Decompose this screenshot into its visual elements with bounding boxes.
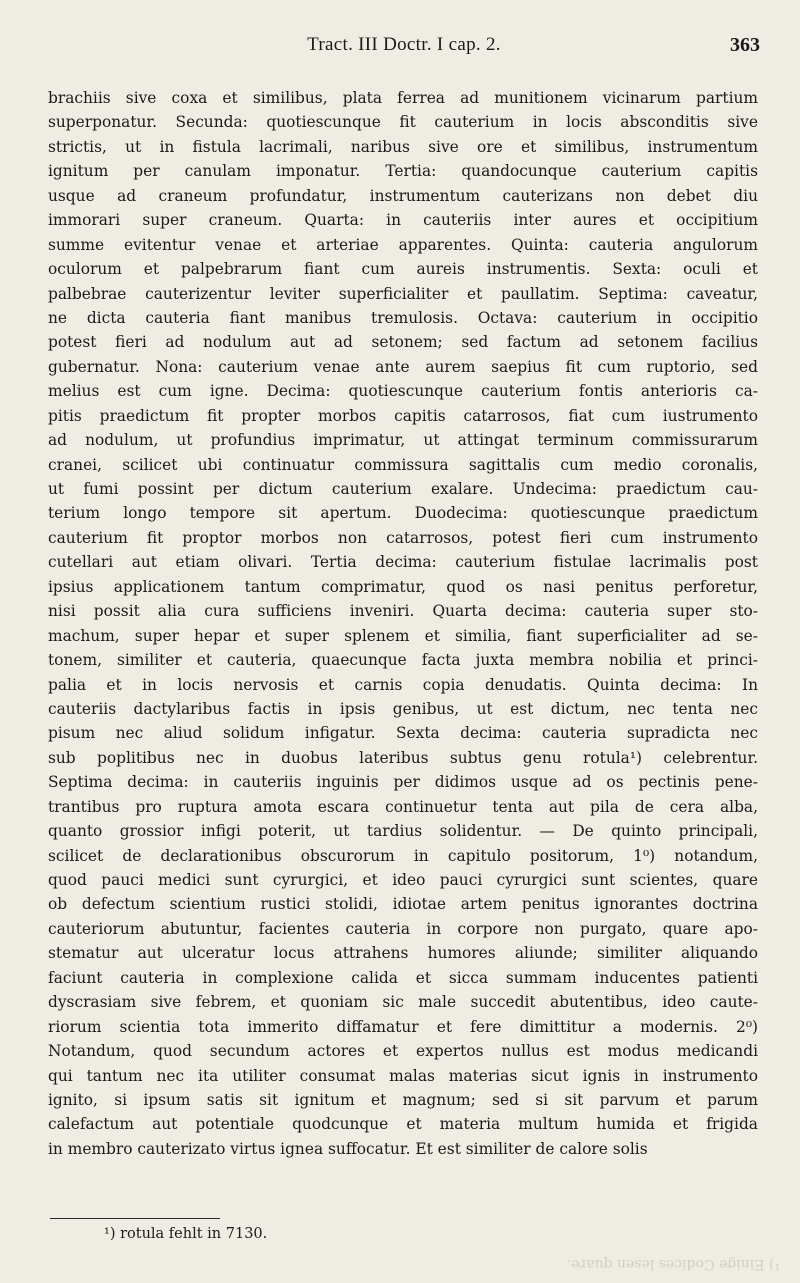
text-line: in membro cauterizato virtus ignea suffocatur. Et est similiter de calore solis [48, 1139, 648, 1158]
text-line: riorum scientia tota immerito diffamatur et fere dimittitur a modernis. 2⁰) [48, 1017, 758, 1036]
text-line: calefactum aut potentiale quodcunque et materia multum humida et frigida [48, 1115, 758, 1134]
bleed-through-text: ¹) Einige Codices lesen quare. [566, 1256, 780, 1272]
running-head [48, 34, 760, 62]
text-line: nisi possit alia cura sufficiens inveniri. Quarta decima: cauteria super sto- [48, 602, 758, 621]
text-line: cauterium fit proptor morbos non catarrosos, potest fieri cum instrumento [48, 528, 758, 547]
text-line: immorari super craneum. Quarta: in cauteriis inter aures et occipitium [48, 211, 758, 230]
text-line: palia et in locis nervosis et carnis copia denudatis. Quinta decima: In [48, 675, 758, 694]
text-line: Septima decima: in cauteriis inguinis per didimos usque ad os pectinis pene- [48, 773, 758, 792]
text-line: cutellari aut etiam olivari. Tertia decima: cauterium fistulae lacrimalis post [48, 553, 758, 572]
text-line: palbebrae cauterizentur leviter superficialiter et paullatim. Septima: caveatur, [48, 284, 758, 303]
text-line: ad nodulum, ut profundius imprimatur, ut attingat terminum commissurarum [48, 431, 758, 450]
text-line: Notandum, quod secundum actores et expertos nullus est modus medicandi [48, 1042, 758, 1061]
text-line: ne dicta cauteria fiant manibus tremulosis. Octava: cauterium in occipitio [48, 308, 758, 327]
text-line: tonem, similiter et cauteria, quaecunque facta juxta membra nobilia et princi- [48, 651, 758, 670]
text-line: qui tantum nec ita utiliter consumat malas materias sicut ignis in instrumento [48, 1066, 758, 1085]
body-text [48, 86, 758, 1161]
text-line: cauteriorum abutuntur, facientes cauteria in corpore non purgato, quare apo- [48, 919, 758, 938]
text-line: sub poplitibus nec in duobus lateribus subtus genu rotula¹) celebrentur. [48, 748, 758, 767]
text-line: dyscrasiam sive febrem, et quoniam sic male succedit abutentibus, ideo caute- [48, 993, 758, 1012]
footnote: ¹) rotula fehlt in 7130. [104, 1226, 268, 1242]
footnote-rule [50, 1218, 220, 1219]
text-line: ipsius applicationem tantum comprimatur, quod os nasi penitus perforetur, [48, 577, 758, 596]
text-line: scilicet de declarationibus obscurorum in capitulo positorum, 1⁰) notandum, [48, 846, 758, 865]
text-line: potest fieri ad nodulum aut ad setonem; sed factum ad setonem facilius [48, 333, 758, 352]
text-line: strictis, ut in fistula lacrimali, naribus sive ore et similibus, instrumentum [48, 137, 758, 156]
text-line: cranei, scilicet ubi continuatur commissura sagittalis cum medio coronalis, [48, 455, 758, 474]
text-line: pisum nec aliud solidum infigatur. Sexta decima: cauteria supradicta nec [48, 724, 758, 743]
text-line: melius est cum igne. Decima: quotiescunque cauterium fontis anterioris ca- [48, 382, 758, 401]
text-line: trantibus pro ruptura amota escara continuetur tenta aut pila de cera alba, [48, 797, 758, 816]
text-line: ignito, si ipsum satis sit ignitum et magnum; sed si sit parvum et parum [48, 1090, 758, 1109]
text-line: ob defectum scientium rustici stolidi, idiotae artem penitus ignorantes doctrina [48, 895, 758, 914]
text-line: machum, super hepar et super splenem et similia, fiant superficialiter ad se- [48, 626, 758, 645]
text-line: ignitum per canulam imponatur. Tertia: quandocunque cauterium capitis [48, 162, 758, 181]
text-line: summe evitentur venae et arteriae apparentes. Quinta: cauteria angulorum [48, 235, 758, 254]
page-number: 363 [730, 34, 760, 56]
text-line: stematur aut ulceratur locus attrahens humores aliunde; similiter aliquando [48, 944, 758, 963]
running-title: Tract. III Doctr. I cap. 2. [307, 34, 501, 55]
text-line: gubernatur. Nona: cauterium venae ante aurem saepius fit cum ruptorio, sed [48, 357, 758, 376]
text-line: usque ad craneum profundatur, instrumentum cauterizans non debet diu [48, 186, 758, 205]
text-line: faciunt cauteria in complexione calida et sicca summam inducentes patienti [48, 968, 758, 987]
text-line: terium longo tempore sit apertum. Duodecima: quotiescunque praedictum [48, 504, 758, 523]
text-line: ut fumi possint per dictum cauterium exalare. Undecima: praedictum cau- [48, 480, 758, 498]
text-line: quod pauci medici sunt cyrurgici, et ideo pauci cyrurgici sunt scientes, quare [48, 871, 758, 889]
text-line: brachiis sive coxa et similibus, plata ferrea ad munitionem vicinarum partium [48, 89, 758, 107]
text-line: cauteriis dactylaribus factis in ipsis genibus, ut est dictum, nec tenta nec [48, 699, 758, 718]
text-line: superponatur. Secunda: quotiescunque fit cauterium in locis absconditis sive [48, 113, 758, 132]
text-line: oculorum et palpebrarum fiant cum aureis instrumentis. Sexta: oculi et [48, 260, 758, 279]
text-line: pitis praedictum fit propter morbos capitis catarrosos, fiat cum iustrumento [48, 406, 758, 425]
text-line: quanto grossior infigi poterit, ut tardius solidentur. — De quinto principali, [48, 822, 758, 841]
